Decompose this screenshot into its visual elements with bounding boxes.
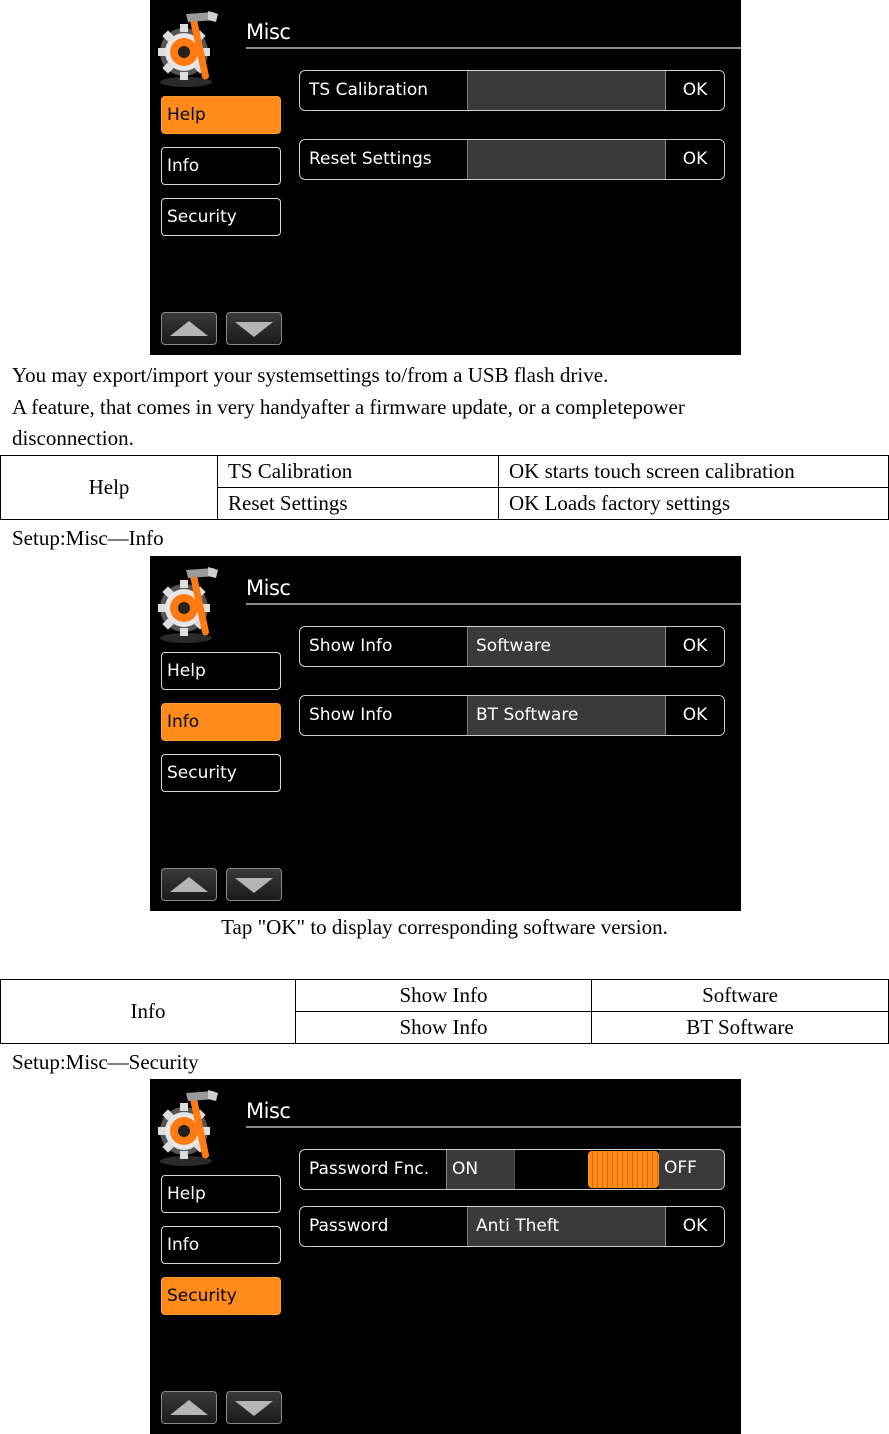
setting-label: Show Info — [309, 705, 393, 725]
arrow-up-icon — [170, 1400, 208, 1415]
setting-row-password — [299, 1206, 725, 1247]
setting-label: Show Info — [309, 636, 393, 656]
title-divider — [246, 1126, 741, 1128]
scroll-down-button[interactable] — [226, 868, 282, 901]
screen-title: Misc — [246, 1099, 291, 1123]
table-row — [1, 456, 889, 488]
arrow-up-icon — [170, 877, 208, 892]
nav-security-button[interactable]: Security — [161, 198, 281, 236]
scroll-up-button[interactable] — [161, 868, 217, 901]
setting-row-reset-settings — [299, 139, 725, 180]
table-group-cell: Info — [1, 980, 296, 1044]
info-table — [0, 979, 889, 1044]
setting-value-field: Anti Theft — [467, 1207, 665, 1246]
table-item-cell: Reset Settings — [218, 488, 499, 520]
setting-label: Password Fnc. — [309, 1159, 430, 1179]
caption-misc-security: Setup:Misc—Security — [12, 1050, 199, 1074]
table-item-cell: Show Info — [296, 1012, 592, 1044]
title-divider — [246, 47, 741, 49]
scroll-up-button[interactable] — [161, 1391, 217, 1424]
setting-label: Reset Settings — [309, 149, 432, 169]
table-row — [1, 980, 889, 1012]
nav-info-button[interactable]: Info — [161, 703, 281, 741]
table-desc-cell: OK Loads factory settings — [499, 488, 889, 520]
scroll-down-button[interactable] — [226, 1391, 282, 1424]
arrow-down-icon — [235, 1401, 273, 1416]
ok-button[interactable]: OK — [665, 140, 724, 179]
arrow-up-icon — [170, 321, 208, 336]
title-divider — [246, 603, 741, 605]
setting-row-ts-calibration — [299, 70, 725, 111]
settings-gear-icon — [156, 564, 220, 644]
ok-button[interactable]: OK — [665, 627, 724, 666]
setting-value-field — [467, 71, 665, 110]
ok-button[interactable]: OK — [665, 1207, 724, 1246]
toggle-off-option[interactable]: OFF — [659, 1150, 724, 1189]
nav-info-button[interactable]: Info — [161, 1226, 281, 1264]
nav-info-button[interactable]: Info — [161, 147, 281, 185]
table-item-cell: TS Calibration — [218, 456, 499, 488]
table-group-cell: Help — [1, 456, 218, 520]
ok-button[interactable]: OK — [665, 696, 724, 735]
setting-row-show-info-bt-software — [299, 695, 725, 736]
screen-title: Misc — [246, 576, 291, 600]
table-desc-cell: OK starts touch screen calibration — [499, 456, 889, 488]
arrow-down-icon — [235, 878, 273, 893]
setting-row-password-function — [299, 1149, 725, 1190]
misc-security-screenshot — [150, 1079, 741, 1434]
nav-security-button[interactable]: Security — [161, 1277, 281, 1315]
table-desc-cell: Software — [592, 980, 889, 1012]
toggle-slider-handle[interactable] — [588, 1151, 659, 1188]
nav-help-button[interactable]: Help — [161, 652, 281, 690]
setting-label: Password — [309, 1216, 389, 1236]
setting-row-show-info-software — [299, 626, 725, 667]
nav-help-button[interactable]: Help — [161, 96, 281, 134]
screen-title: Misc — [246, 20, 291, 44]
settings-gear-icon — [156, 8, 220, 88]
ok-button[interactable]: OK — [665, 71, 724, 110]
setting-value-field: Software — [467, 627, 665, 666]
table-item-cell: Show Info — [296, 980, 592, 1012]
toggle-on-option[interactable]: ON — [446, 1150, 514, 1189]
help-table — [0, 455, 889, 520]
nav-help-button[interactable]: Help — [161, 1175, 281, 1213]
nav-security-button[interactable]: Security — [161, 754, 281, 792]
paragraph-export-import: You may export/import your systemsettings to/from a USB flash drive. — [12, 363, 609, 387]
scroll-up-button[interactable] — [161, 312, 217, 345]
misc-help-screenshot — [150, 0, 741, 355]
setting-value-field — [467, 140, 665, 179]
arrow-down-icon — [235, 322, 273, 337]
tap-ok-note: Tap "OK" to display corresponding software version. — [221, 915, 668, 939]
paragraph-feature: A feature, that comes in very handyafter a firmware update, or a completepower — [12, 395, 685, 419]
misc-info-screenshot — [150, 556, 741, 911]
caption-misc-info: Setup:Misc—Info — [12, 526, 164, 550]
paragraph-feature-continued: disconnection. — [12, 426, 134, 450]
scroll-down-button[interactable] — [226, 312, 282, 345]
table-desc-cell: BT Software — [592, 1012, 889, 1044]
toggle-track[interactable] — [514, 1150, 588, 1189]
setting-label: TS Calibration — [309, 80, 429, 100]
setting-value-field: BT Software — [467, 696, 665, 735]
settings-gear-icon — [156, 1087, 220, 1167]
